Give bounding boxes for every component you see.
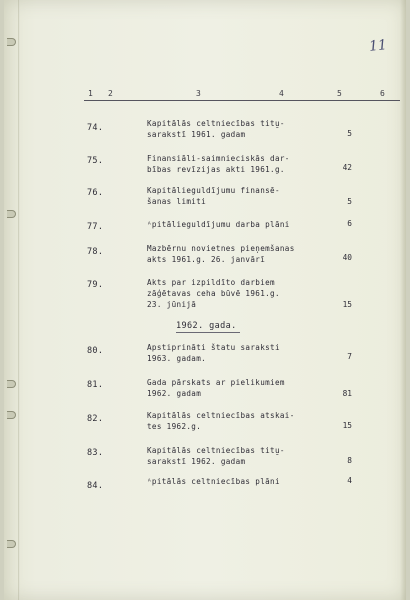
entry-line: Kapitālās celtniecības titu̱-: [147, 446, 285, 455]
entry-number: 75.: [87, 156, 104, 166]
entry-line: zāģētavas ceha būvē 1961.g.: [147, 289, 280, 298]
year-heading: 1962. gada.: [176, 321, 237, 331]
entry-description: [147, 185, 327, 207]
binder-hole: [7, 540, 16, 548]
page-fold: [18, 0, 20, 600]
entry-value: 8: [347, 456, 352, 465]
entry-line: 1962. gadam: [147, 389, 202, 398]
entry-line: Mazbērnu novietnes pieņemšanas: [147, 244, 295, 253]
entry-line: ᴬpitālieguldījumu darba plāni: [147, 220, 290, 229]
entry-description: [147, 342, 327, 364]
column-header-3: 3: [196, 89, 201, 98]
entry-number: 79.: [87, 280, 104, 290]
entry-line: Apstiprināti štatu saraksti: [147, 343, 280, 352]
entry-number: 76.: [87, 188, 104, 198]
column-header-6: 6: [380, 89, 385, 98]
folio-number: 11: [368, 37, 388, 55]
entry-number: 77.: [87, 222, 104, 232]
entry-description: [147, 118, 327, 140]
entry-line: bības revīzijas akti 1961.g.: [147, 165, 285, 174]
entry-line: akts 1961.g. 26. janvārī: [147, 255, 266, 264]
entry-value: 5: [347, 197, 352, 206]
entry-line: šanas limiti: [147, 197, 207, 206]
entry-number: 78.: [87, 247, 104, 257]
entry-line: Kapitālās celtniecības titu̱-: [147, 119, 285, 128]
entry-value: 40: [342, 253, 352, 262]
entry-number: 82.: [87, 414, 104, 424]
entry-description: [147, 277, 327, 310]
entry-number: 84.: [87, 481, 104, 491]
entry-description: [147, 445, 327, 467]
entry-number: 80.: [87, 346, 104, 356]
column-header-2: 2: [108, 89, 113, 98]
entry-line: Kapitālās celtniecības atskai-: [147, 411, 295, 420]
binder-hole: [7, 38, 16, 46]
entry-line: ᴬpitālās celtniecības plāni: [147, 477, 280, 486]
page-edge: [400, 0, 406, 600]
entry-description: [147, 410, 327, 432]
entry-line: sarakstī 1961. gadam: [147, 130, 246, 139]
entry-description: [147, 243, 327, 265]
entry-value: 6: [347, 219, 352, 228]
entry-line: sarakstī 1962. gadam: [147, 457, 246, 466]
entry-description: [147, 377, 327, 399]
entry-value: 7: [347, 352, 352, 361]
entry-description: [147, 153, 327, 175]
entry-line: Finansiāli-saimnieciskās dar-: [147, 154, 290, 163]
entry-line: Kapitālieguldījumu finansē-: [147, 186, 280, 195]
column-header-1: 1: [88, 89, 93, 98]
entry-value: 42: [342, 163, 352, 172]
entry-number: 83.: [87, 448, 104, 458]
year-heading-underline: [176, 332, 240, 333]
entry-value: 4: [347, 476, 352, 485]
entry-value: 15: [342, 300, 352, 309]
entry-value: 5: [347, 129, 352, 138]
entry-line: 1963. gadam.: [147, 354, 207, 363]
header-rule: [84, 100, 400, 101]
entry-line: 23. jūnijā: [147, 300, 197, 309]
entry-line: Akts par izpildīto darbiem: [147, 278, 275, 287]
archive-page: [4, 0, 406, 600]
entry-number: 81.: [87, 380, 104, 390]
entry-line: tes 1962.g.: [147, 422, 202, 431]
binder-hole: [7, 411, 16, 419]
entry-value: 81: [342, 389, 352, 398]
entry-number: 74.: [87, 123, 104, 133]
column-header-5: 5: [337, 89, 342, 98]
binder-hole: [7, 380, 16, 388]
binder-hole: [7, 210, 16, 218]
entry-line: Gada pārskats ar pielikumiem: [147, 378, 285, 387]
entry-description: [147, 219, 327, 230]
entry-description: [147, 476, 327, 487]
column-header-4: 4: [279, 89, 284, 98]
entry-value: 15: [342, 421, 352, 430]
